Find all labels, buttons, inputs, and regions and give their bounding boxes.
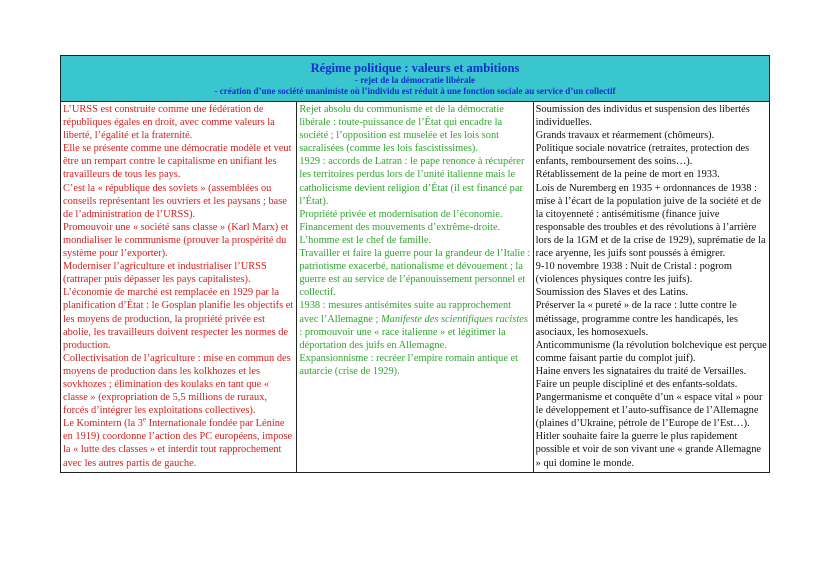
column-urss (61, 102, 297, 473)
italie-1938-start: 1938 : mesures antisémites suite au rapprochement avec l’Allemagne ; (299, 300, 512, 325)
italie-paragraph: Expansionnisme : recréer l’empire romain antique et autarcie (crise de 1929). (299, 352, 519, 377)
allemagne-paragraph: Pangermanisme et conquête d’un « espace vital » pour le développement et l’auto-suffisance de l’Allemagne (plaines d’Ukraine, pétrole de l’Europe de l’Est…). (535, 392, 763, 430)
table-title: Régime politique : valeurs et ambitions (310, 61, 520, 75)
allemagne-paragraph: Soumission des Slaves et des Latins. (535, 287, 689, 299)
urss-komintern-end: Internationale fondée par Lénine en 1919) coordonne l’action des PC européens, impose la « lutte des classes » et interdit tout rapprochement avec les autres partis de gauche. (63, 418, 293, 469)
urss-paragraph: Promouvoir une « société sans classe » (Karl Marx) et mondialiser le communisme (prouver la prospérité du système pour l’exporter). (63, 221, 289, 260)
italie-paragraph: Propriété privée et modernisation de l’économie. (299, 208, 503, 220)
urss-paragraph-komintern (63, 417, 294, 469)
italie-paragraph: Travailler et faire la guerre pour la grandeur de l’Italie : patriotisme exacerbé, nationalisme et dévouement ; la guerre est au service de l’épanouissement personnel et collectif. (299, 248, 531, 299)
urss-paragraph: Elle se présente comme une démocratie modèle et veut être un rempart contre le capitalisme en unifiant les travailleurs de tous les pays. (63, 143, 292, 181)
allemagne-paragraph: Haine envers les signataires du traité de Versailles. (535, 365, 747, 377)
allemagne-paragraph: 9-10 novembre 1938 : Nuit de Cristal : pogrom (violences physiques contre les juifs). (535, 261, 732, 286)
urss-paragraph: Moderniser l’agriculture et industrialiser l’URSS (rattraper puis dépasser les pays capitalistes). (63, 261, 267, 286)
urss-paragraph: C’est la « république des soviets » (assemblées ou conseils représentant les ouvriers et les paysans ; base de l’administration de l’URSS). (63, 182, 287, 220)
italie-1938-end: : promouvoir une « race italienne » et légitimer la déportation des juifs en Allemagne. (299, 326, 506, 351)
allemagne-paragraph: Faire un peuple discipliné et des enfants-soldats. (535, 378, 738, 390)
allemagne-paragraph: Grands travaux et réarmement (chômeurs). (535, 130, 715, 142)
italie-paragraph-1938 (299, 299, 530, 351)
urss-komintern-start: Le Komintern (la 3 (63, 418, 143, 430)
regime-table (60, 55, 770, 473)
document-sheet (60, 55, 770, 473)
urss-paragraph: L’économie de marché est remplacée en 1929 par la planification d’État : le Gosplan planifie les objectifs et les moyens de production, la propriété privée est abolie, les travailleurs doivent respecter les normes de production. (63, 287, 294, 351)
italie-paragraph: 1929 : accords de Latran : le pape renonce à récupérer les territoires perdus lors de l’unité italienne mais le catholicisme devient religion d’État (il est financé par l’État). (299, 156, 525, 207)
urss-komintern-superscript: e (142, 415, 147, 424)
subtitle-line-1: - rejet de la démocratie libérale (354, 75, 476, 85)
allemagne-paragraph: Lois de Nuremberg en 1935 + ordonnances de 1938 : mise à l’écart de la population juive de la société et de la citoyenneté : antisémitisme (finance juive responsable des troubles et des révolutions à l’arrière lors de la 1GM et de la crise de 1929), suprématie de la race aryenne, les juifs sont poussés à émigrer. (535, 182, 766, 260)
header-row (61, 56, 770, 102)
urss-paragraph: Collectivisation de l’agriculture : mise en commun des moyens de production dans les kolkhozes et les sovkhozes ; élimination des koulaks en tant que « classe » (expropriation de 5,5 millions de ruraux, forcés d’intégrer les exploitations collectives). (63, 352, 291, 417)
column-allemagne (533, 102, 769, 473)
allemagne-paragraph: Anticommunisme (la révolution bolchevique est perçue comme faisant partie du complot juif). (535, 339, 767, 364)
italie-paragraph: L’homme est le chef de famille. (299, 234, 432, 246)
content-row (61, 102, 770, 473)
allemagne-paragraph: Politique sociale novatrice (retraites, protection des enfants, remboursement des soins…). (535, 143, 750, 168)
italie-paragraph: Financement des mouvements d’extrême-droite. (299, 221, 501, 233)
subtitle-line-2: - création d’une société unanimiste où l’individu est réduit à une fonction sociale au service d’un collectif (214, 86, 616, 96)
italie-manifeste-title: Manifeste des scientifiques racistes (380, 313, 528, 325)
allemagne-paragraph: Préserver la « pureté » de la race : lutte contre le métissage, programme contre les handicapés, les asociaux, les homosexuels. (535, 300, 738, 338)
allemagne-paragraph: Hitler souhaite faire la guerre le plus rapidement possible et voir de son vivant une « grande Allemagne » qui domine le monde. (535, 431, 762, 469)
allemagne-paragraph: Rétablissement de la peine de mort en 1933. (535, 169, 720, 181)
allemagne-paragraph: Soumission des individus et suspension des libertés individuelles. (535, 104, 750, 129)
urss-paragraph: L’URSS est construite comme une fédération de républiques égales en droit, avec comme valeurs la liberté, l’égalité et la fraternité. (63, 104, 275, 142)
italie-paragraph: Rejet absolu du communisme et de la démocratie libérale : toute-puissance de l’État qui encadre la société ; l’opposition est muselée et les lois sont sacralisées (comme les lois fascistissimes). (299, 104, 504, 155)
column-italie (297, 102, 533, 473)
table-header (61, 56, 770, 102)
